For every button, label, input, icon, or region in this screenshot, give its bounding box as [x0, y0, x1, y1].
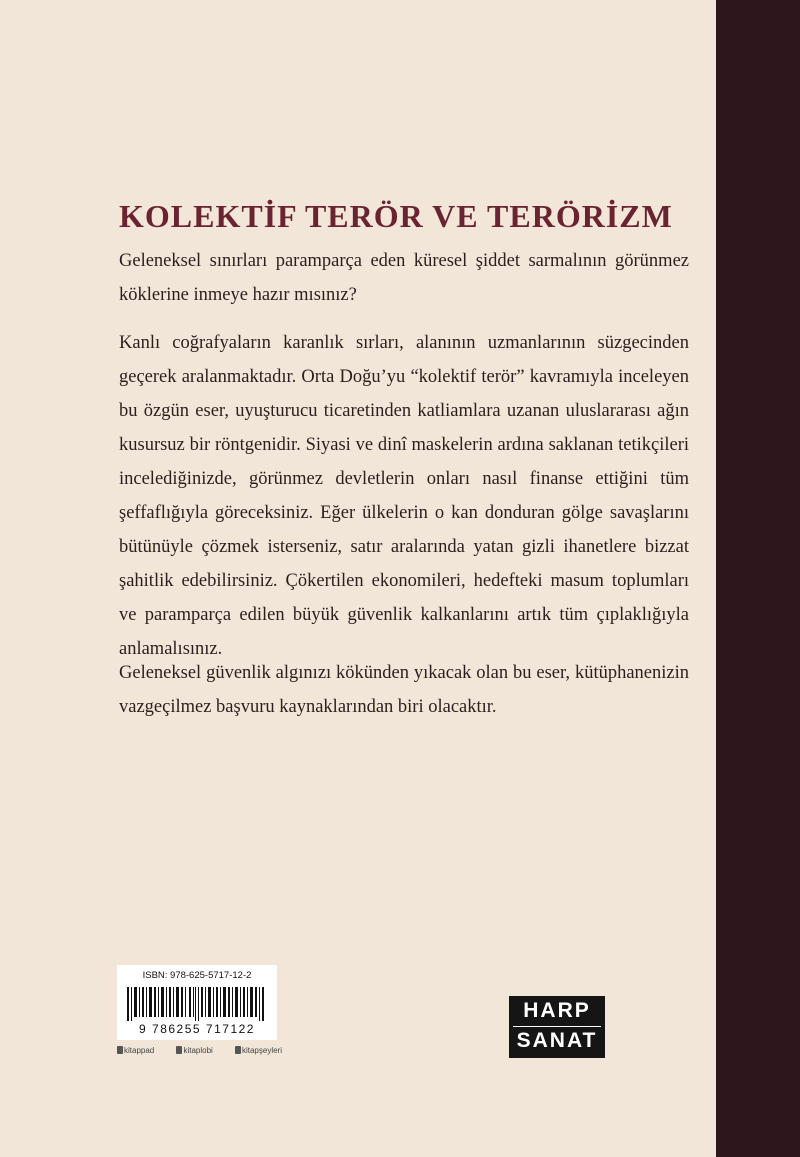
- book-icon: [235, 1046, 241, 1054]
- book-icon: [176, 1046, 182, 1054]
- publisher-logo-divider: [513, 1026, 601, 1027]
- isbn-label: ISBN: 978-625-5717-12-2: [142, 970, 252, 981]
- store-logos: [117, 1043, 282, 1057]
- publisher-logo-line1: HARP: [523, 999, 591, 1022]
- description-paragraph: Kanlı coğrafyaların karanlık sırları, alanının uzmanlarının süzgecinden geçerek aralanmaktadır. Orta Doğu’yu “kolektif terör” kavramıyla inceleyen bu özgün eser, uyuşturucu ticaretinden katliamlara uzanan uluslararası ağın kusursuz bir röntgenidir. Siyasi ve dinî maskelerin ardına saklanan tetikçileri incelediğinizde, görünmez devletlerin onları nasıl finanse ettiğini tüm şeffaflığıyla göreceksiniz. Eğer ülkelerin o kan donduran gölge savaşlarını bütünüyle çözmek isterseniz, satır aralarında yatan gizli ihanetlere bizzat şahitlik edebilirsiniz. Çökertilen ekonomileri, hedefteki masum toplumları ve paramparça edilen büyük güvenlik kalkanlarını artık tüm çıplaklığıyla anlamalısınız.: [119, 333, 689, 659]
- store-logo-kitapseyleri: kitapşeyleri: [235, 1046, 282, 1055]
- publisher-logo: [509, 996, 605, 1058]
- intro-paragraph: Geleneksel sınırları paramparça eden küresel şiddet sarmalının görünmez köklerine inmeye hazır mısınız?: [119, 251, 689, 305]
- store-logo-kitaplobi: kitaplobi: [176, 1046, 212, 1055]
- spine-band: [716, 0, 800, 1157]
- barcode-digits: 9 786255 717122: [139, 1022, 255, 1036]
- closing-paragraph: Geleneksel güvenlik algınızı kökünden yıkacak olan bu eser, kütüphanenizin vazgeçilmez başvuru kaynaklarından biri olacaktır.: [119, 663, 689, 717]
- barcode-bars: [127, 987, 267, 1021]
- book-icon: [117, 1046, 123, 1054]
- publisher-logo-line2: SANAT: [516, 1029, 598, 1052]
- store-logo-kitappad: kitappad: [117, 1046, 154, 1055]
- book-title: KOLEKTİF TERÖR VE TERÖRİZM: [119, 198, 673, 234]
- isbn-barcode: [117, 965, 277, 1040]
